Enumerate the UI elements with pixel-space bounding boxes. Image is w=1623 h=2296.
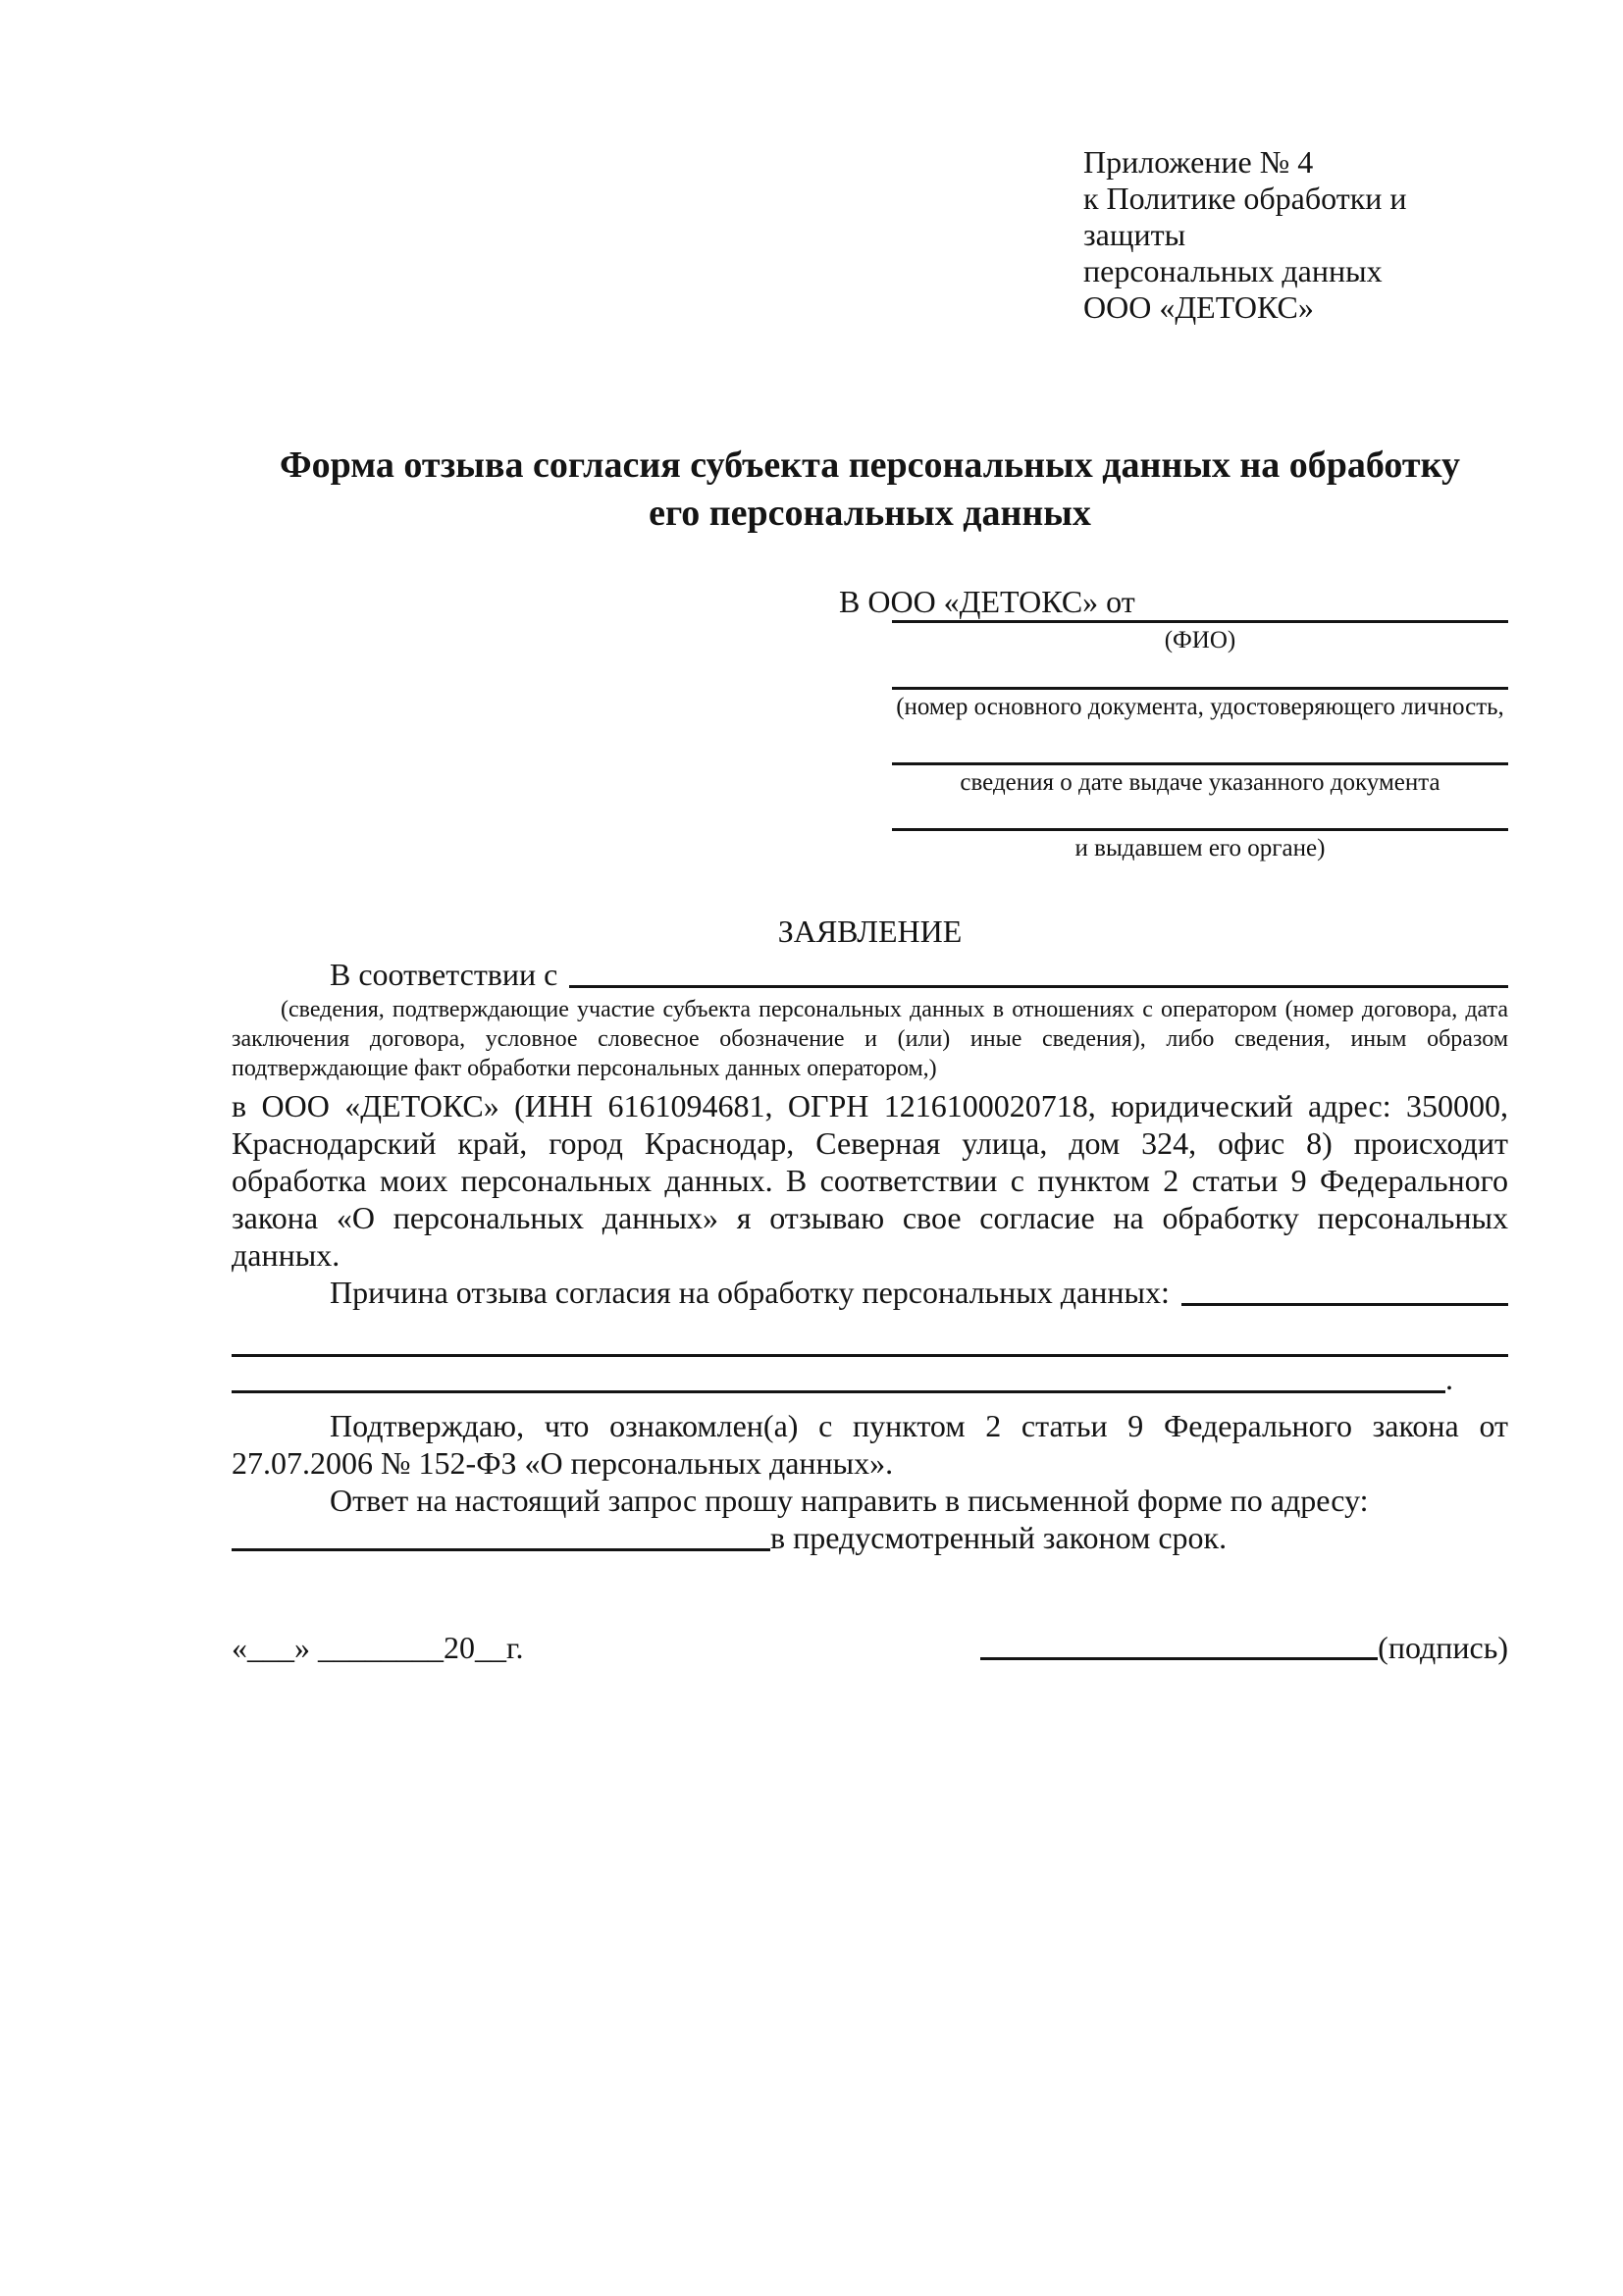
confirmation-paragraph: Подтверждаю, что ознакомлен(а) с пунктом 2 статьи 9 Федерального закона от 27.07.2006 № 152-ФЗ «О персональных данных». [232, 1408, 1508, 1481]
annex-line: ООО «ДЕТОКС» [1083, 289, 1314, 325]
form-title-line: его персональных данных [649, 493, 1091, 534]
statement-body: в ООО «ДЕТОКС» (ИНН 6161094681, ОГРН 1216100020718, юридический адрес: 350000, Краснодарский край, город Краснодар, Северная улица, дом 324, офис 8) происходит обработка моих персональных данных. В соответствии с пунктом 2 статьи 9 Федерального закона «О персональных данных» я отзываю свое согласие на обработку персональных данных. [232, 1088, 1508, 1273]
date-line: «___» ________20__г. [232, 1630, 524, 1665]
fill-line-fio [892, 620, 1508, 623]
blank-fill-line-1 [232, 1311, 1508, 1357]
addressee-to-line: В ООО «ДЕТОКС» от [839, 584, 1135, 619]
address-fill-line [232, 1519, 770, 1551]
fill-line-issuer [892, 828, 1508, 831]
annex-line: к Политике обработки и защиты [1083, 181, 1407, 252]
signature-group [980, 1629, 1508, 1666]
reason-fill-line [1181, 1274, 1508, 1306]
fill-line-document [892, 687, 1508, 690]
annex-header [1083, 144, 1508, 326]
field-label-issuer: и выдавшем его органе) [1074, 835, 1326, 861]
fill-line-issue-date [892, 762, 1508, 765]
field-label-fio: (ФИО) [1164, 627, 1236, 653]
blank-fill-line-2-row [232, 1357, 1508, 1396]
signing-row [232, 1629, 1508, 1666]
footnote: (сведения, подтверждающие участие субъекта персональных данных в отношениях с оператором (номер договора, дата заключения договора, условное словесное обозначение и (или) иные сведения), либо сведения, иным образом подтверждающие факт обработки персональных данных оператором,) [232, 997, 1508, 1081]
form-title-line: Форма отзыва согласия субъекта персональных данных на обработку [280, 444, 1460, 486]
reason-prefix: Причина отзыва согласия на обработку персональных данных: [330, 1275, 1170, 1310]
intro-prefix: В соответствии с [330, 957, 558, 992]
reply-suffix: в предусмотренный законом срок. [770, 1520, 1228, 1555]
intro-line [232, 956, 1508, 993]
reason-line [232, 1274, 1508, 1311]
signature-label: (подпись) [1378, 1630, 1508, 1665]
addressee-block [839, 583, 1508, 863]
annex-line: Приложение № 4 [1083, 144, 1314, 180]
signature-line [980, 1657, 1378, 1660]
form-title [232, 442, 1508, 538]
reply-request-paragraph: Ответ на настоящий запрос прошу направить в письменной форме по адресу: [330, 1483, 1369, 1518]
field-label-document: (номер основного документа, удостоверяющего личность, [896, 694, 1504, 720]
blank-fill-line-2 [232, 1390, 1445, 1393]
reply-address-row [232, 1519, 1508, 1556]
intro-fill-line [569, 956, 1508, 988]
field-label-issue-date: сведения о дате выдаче указанного документа [960, 769, 1440, 796]
annex-line: персональных данных [1083, 253, 1383, 288]
statement-heading: ЗАЯВЛЕНИЕ [777, 913, 963, 949]
period: . [1445, 1361, 1453, 1396]
